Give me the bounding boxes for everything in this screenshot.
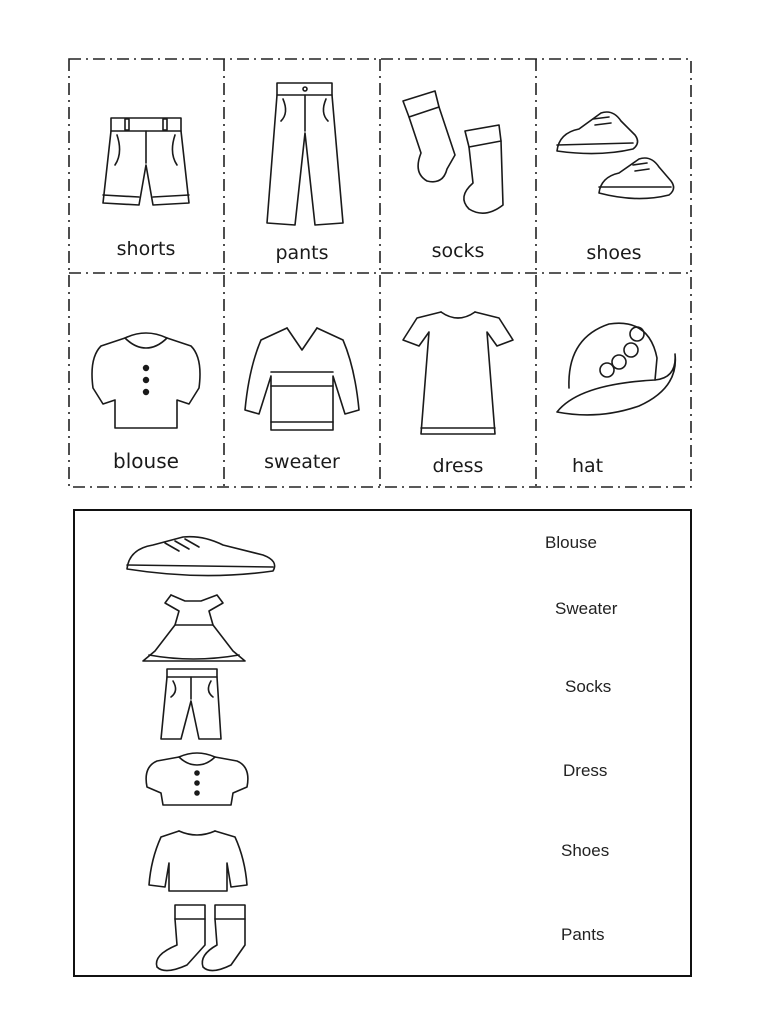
match-word: Socks	[565, 677, 612, 696]
flashcard-shorts	[68, 58, 224, 273]
hat-icon	[549, 288, 679, 448]
flashcard-shoes	[536, 58, 692, 273]
sweater-icon	[237, 288, 367, 448]
flashcard-socks	[380, 58, 536, 273]
sweater-icon	[113, 823, 283, 901]
flashcard-label: blouse	[113, 449, 179, 473]
flashcard-label: shorts	[116, 238, 176, 260]
socks-icon	[113, 901, 283, 979]
flashcard-label: hat	[572, 455, 604, 477]
shoes-icon	[549, 73, 679, 233]
match-row	[75, 901, 690, 979]
match-word: Blouse	[545, 533, 597, 552]
flashcard-label: shoes	[586, 242, 642, 264]
blouse-icon	[81, 288, 211, 448]
flashcard-blouse	[68, 273, 224, 488]
pants-icon	[113, 667, 283, 745]
pants-icon	[237, 73, 367, 233]
flashcard-label: socks	[431, 240, 485, 262]
dress-icon	[113, 591, 283, 669]
flashcard-label: sweater	[264, 451, 340, 473]
flashcard-pants	[224, 58, 380, 273]
dress-icon	[393, 288, 523, 448]
match-row	[75, 823, 690, 901]
flashcard-label: pants	[275, 242, 329, 264]
flashcard-grid	[68, 58, 692, 488]
flashcard-dress	[380, 273, 536, 488]
match-row	[75, 667, 690, 745]
match-word: Pants	[561, 925, 605, 944]
flashcard-hat	[536, 273, 692, 488]
shorts-icon	[81, 73, 211, 233]
match-word: Shoes	[561, 841, 610, 860]
match-row	[75, 747, 690, 825]
flashcard-label: dress	[432, 455, 484, 477]
match-word: Sweater	[555, 599, 618, 618]
match-word: Dress	[563, 761, 608, 780]
flashcard-sweater	[224, 273, 380, 488]
match-row	[75, 591, 690, 669]
matching-exercise	[73, 509, 692, 977]
socks-icon	[393, 73, 523, 233]
blouse-icon	[113, 747, 283, 825]
